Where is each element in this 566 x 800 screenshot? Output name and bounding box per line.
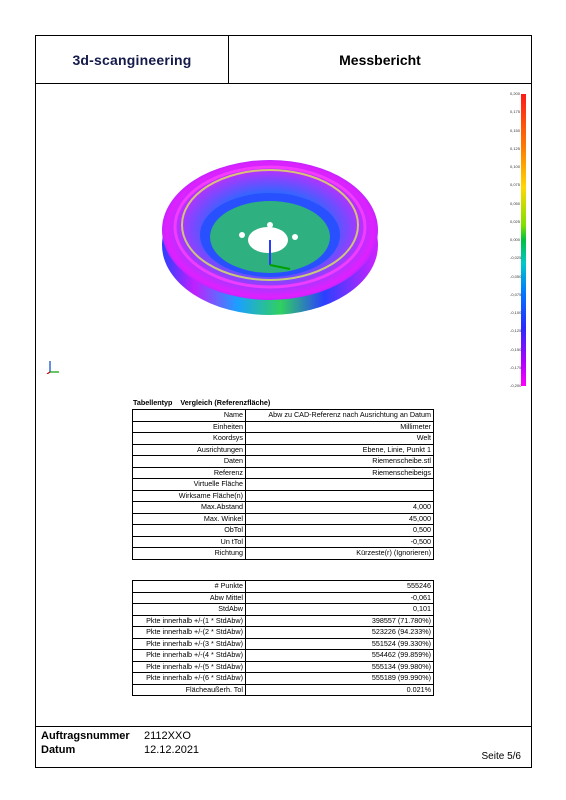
color-scale-tick: -0,100 [510,310,522,315]
color-scale-tick: -0,050 [510,273,522,279]
row-value: Millimeter [246,421,434,433]
table-row [133,661,434,673]
row-label: Richtung [133,548,246,560]
table-row [133,548,434,560]
table-row [133,467,434,479]
row-label: Wirksame Fläche(n) [133,490,246,502]
row-value: Riemenscheibeigs [246,467,434,479]
color-scale-tick: -0,150 [510,346,522,352]
row-value: -0,500 [246,536,434,548]
table-row [133,581,434,593]
row-value: 555246 [246,581,434,593]
row-label: Flächeaußerh. Tol [133,684,246,696]
table-row [133,650,434,662]
color-scale-tick: -0,125 [510,328,522,334]
row-label: Virtuelle Fläche [133,479,246,491]
order-number-value: 2112XXO [144,730,191,742]
row-label: Un tTol [133,536,246,548]
row-label: StdAbw [133,604,246,616]
row-value: Ebene, Linie, Punkt 1 [246,444,434,456]
color-scale-tick: 0,025 [510,218,521,224]
row-value: 523226 (94.233%) [246,627,434,639]
table-row [133,456,434,468]
color-scale-tick: -0,175 [510,364,522,370]
row-value: 551524 (99.330%) [246,638,434,650]
row-label: Name [133,410,246,422]
pulley-deviation-render [150,135,390,335]
table-row [133,525,434,537]
row-label: Pkte innerhalb +/-(3 * StdAbw) [133,638,246,650]
row-value: Kürzeste(r) (Ignorieren) [246,548,434,560]
table-row [133,410,434,422]
table-type [133,398,270,407]
report-header [36,36,531,84]
table-row [133,490,434,502]
row-label: Koordsys [133,433,246,445]
color-scale-bar [521,94,526,386]
row-value: Abw zu CAD-Referenz nach Ausrichtung an Datum [246,410,434,422]
statistics-table [132,580,434,696]
date-label: Datum [41,744,76,756]
row-label: Pkte innerhalb +/-(4 * StdAbw) [133,650,246,662]
row-value: 398557 (71.780%) [246,615,434,627]
row-label: Pkte innerhalb +/-(6 * StdAbw) [133,673,246,685]
table-row [133,536,434,548]
row-label: ObTol [133,525,246,537]
table-row [133,444,434,456]
row-value: Riemenscheibe.stl [246,456,434,468]
color-scale-tick: 0,050 [510,200,521,206]
table-row [133,479,434,491]
table-row [133,592,434,604]
row-label: Einheiten [133,421,246,433]
row-value: Welt [246,433,434,445]
date-value: 12.12.2021 [144,744,200,756]
color-scale-tick: -0,200 [510,383,522,388]
table-row [133,673,434,685]
row-label: Max.Abstand [133,502,246,514]
row-label: Pkte innerhalb +/-(5 * StdAbw) [133,661,246,673]
row-label: Pkte innerhalb +/-(2 * StdAbw) [133,627,246,639]
table-row [133,615,434,627]
color-scale-tick: 0,100 [510,164,521,169]
page-number: Seite 5/6 [481,751,521,762]
row-value: 0,500 [246,525,434,537]
color-scale-tick: 0,125 [510,145,521,151]
color-scale-tick: -0,025 [510,255,522,261]
color-scale-tick: 0,075 [510,182,521,188]
row-value [246,490,434,502]
row-label: Max. Winkel [133,513,246,525]
report-title: Messbericht [339,51,421,68]
axis-triad-icon [46,358,60,374]
color-scale-tick: 0,175 [510,109,521,115]
row-label: Ausrichtungen [133,444,246,456]
color-scale-tick: 0,200 [510,91,521,96]
row-label: Daten [133,456,246,468]
table-row [133,421,434,433]
row-label: Referenz [133,467,246,479]
row-label: Abw Mittel [133,592,246,604]
table-row [133,502,434,514]
row-value: 554462 (99.859%) [246,650,434,662]
row-value: 4,000 [246,502,434,514]
table-row [133,638,434,650]
row-value: 555189 (99.990%) [246,673,434,685]
row-value: 0.021% [246,684,434,696]
row-value: 45,000 [246,513,434,525]
row-value: 555134 (99.980%) [246,661,434,673]
report-footer [36,727,531,768]
comparison-settings-table [132,409,434,560]
table-row [133,684,434,696]
row-value: -0,061 [246,592,434,604]
row-value: 0,101 [246,604,434,616]
table-row [133,433,434,445]
table-row [133,627,434,639]
table-type-value: Vergleich (Referenzfläche) [180,398,271,407]
table-row [133,513,434,525]
company-logo: 3d-scangineering [36,36,229,83]
row-label: # Punkte [133,581,246,593]
color-scale-tick: -0,075 [510,291,522,297]
row-label: Pkte innerhalb +/-(1 * StdAbw) [133,615,246,627]
color-scale-tick: 0,150 [510,127,521,133]
color-scale-tick: 0,000 [510,237,521,242]
table-row [133,604,434,616]
table-type-label: Tabellentyp [133,398,173,407]
row-value [246,479,434,491]
order-number-label: Auftragsnummer [41,730,130,742]
